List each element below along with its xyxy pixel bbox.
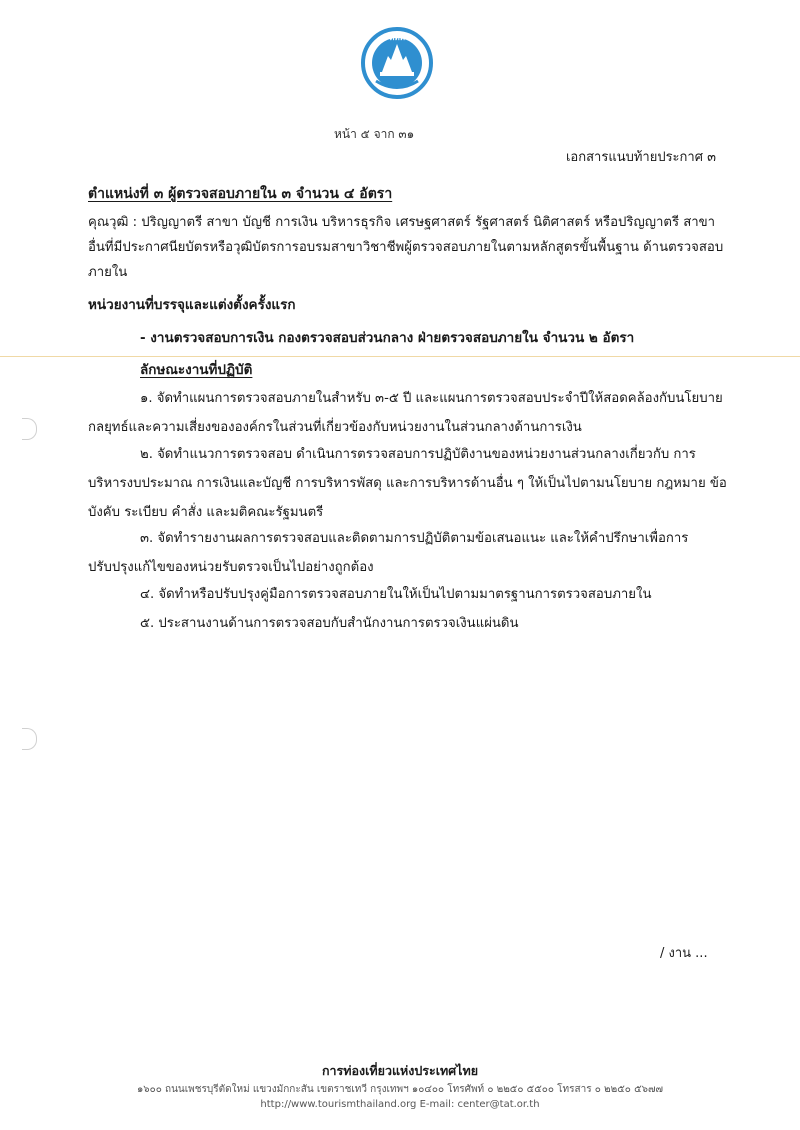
duty-item: ๒. จัดทำแนวการตรวจสอบ ดำเนินการตรวจสอบการปฏิบัติงานของหน่วยงานส่วนกลางเกี่ยวกับ การบริหารงบประมาณ การเงินและบัญชี การบริหารพัสดุ และการบริหารด้านอื่น ๆ ให้เป็นไปตามนโยบาย กฎหมาย ข้อบังคับ ระเบียบ คำสั่ง และมติคณะรัฐมนตรี [88,447,727,520]
duty-item: ๑. จัดทำแผนการตรวจสอบภายในสำหรับ ๓-๕ ปี และแผนการตรวจสอบประจำปีให้สอดคล้องกับนโยบายกลยุทธ์และความเสี่ยงขององค์กรในส่วนที่เกี่ยวข้องกับหน่วยงานในส่วนกลางด้านการเงิน [88,391,723,435]
footer-web-email: http://www.tourismthailand.org E-mail: center@tat.or.th [260,1099,540,1110]
tat-logo [360,26,434,100]
continuation-marker: / งาน ... [660,946,708,961]
punch-hole-mark [22,418,37,440]
page-number: หน้า ๕ จาก ๓๑ [334,127,415,141]
position-heading: ตำแหน่งที่ ๓ ผู้ตรวจสอบภายใน ๓ จำนวน ๔ อัตรา [88,186,393,202]
svg-text:ททท: ททท [389,33,405,42]
footer-organization: การท่องเที่ยวแห่งประเทศไทย [321,1063,479,1078]
qualification-text: คุณวุฒิ : ปริญญาตรี สาขา บัญชี การเงิน บริหารธุรกิจ เศรษฐศาสตร์ รัฐศาสตร์ นิติศาสตร์ หรือปริญญาตรี สาขาอื่นที่มีประกาศนียบัตรหรือวุฒิบัตรการอบรมสาขาวิชาชีพผู้ตรวจสอบภายในตามหลักสูตรขั้นพื้นฐาน ด้านตรวจสอบภายใน [88,215,724,280]
footer-address: ๑๖๐๐ ถนนเพชรบุรีตัดใหม่ แขวงมักกะสัน เขตราชเทวี กรุงเทพฯ ๑๐๔๐๐ โทรศัพท์ ๐ ๒๒๕๐ ๕๕๐๐ โทรสาร ๐ ๒๒๕๐ ๕๖๗๗ [136,1084,664,1095]
duties-heading: ลักษณะงานที่ปฏิบัติ [140,362,253,378]
annex-label: เอกสารแนบท้ายประกาศ ๓ [565,150,716,165]
duty-item: ๕. ประสานงานด้านการตรวจสอบกับสำนักงานการตรวจเงินแผ่นดิน [140,616,519,631]
unit-item: - งานตรวจสอบการเงิน กองตรวจสอบส่วนกลาง ฝ่ายตรวจสอบภายใน จำนวน ๒ อัตรา [140,330,635,346]
units-heading: หน่วยงานที่บรรจุและแต่งตั้งครั้งแรก [88,297,296,313]
duty-item: ๓. จัดทำรายงานผลการตรวจสอบและติดตามการปฏิบัติตามข้อเสนอแนะ และให้คำปรึกษาเพื่อการปรับปรุงแก้ไขของหน่วยรับตรวจเป็นไปอย่างถูกต้อง [88,531,689,575]
scan-fold-line [0,356,800,357]
duty-item: ๔. จัดทำหรือปรับปรุงคู่มือการตรวจสอบภายในให้เป็นไปตามมาตรฐานการตรวจสอบภายใน [140,587,652,602]
punch-hole-mark [22,728,37,750]
